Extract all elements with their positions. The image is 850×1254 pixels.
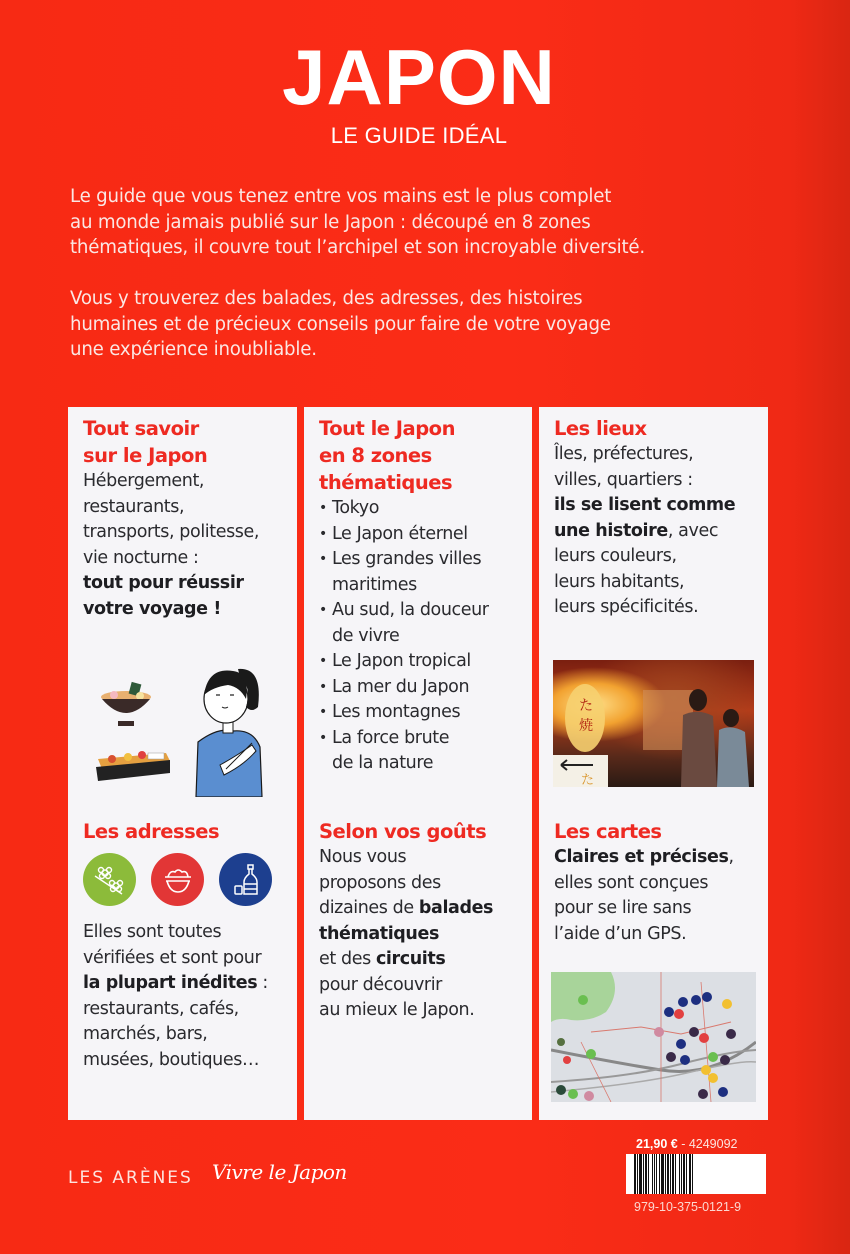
body-line: marchés, bars, — [83, 1024, 208, 1044]
svg-text:焼: 焼 — [579, 718, 593, 734]
list-item: • Le Japon éternel — [319, 522, 524, 548]
izakaya-street-stall-photo — [553, 660, 754, 787]
body-bold-text: thématiques — [319, 923, 439, 944]
svg-text:た: た — [581, 773, 595, 787]
zones-list — [319, 496, 524, 777]
section-body — [83, 920, 289, 1073]
list-item: • Les montagnes — [319, 700, 524, 726]
section-heading — [319, 415, 524, 496]
section-heading: Les lieux — [554, 417, 647, 440]
body-line: l’aide d’un GPS. — [554, 923, 687, 944]
body-line: villes, quartiers : — [554, 469, 693, 490]
intro-line: thématiques, il couvre tout l’archipel et son incroyable diversité. — [70, 237, 645, 258]
body-text: : — [257, 973, 268, 993]
body-line: pour se lire sans — [554, 898, 692, 918]
section-les-lieux — [554, 415, 760, 621]
ramen-bowl-icon — [101, 682, 151, 726]
list-item: • La force brute de la nature — [319, 726, 524, 777]
body-bold-text: balades — [418, 898, 494, 918]
intro-line: Le guide que vous tenez entre vos mains est le plus complet — [70, 186, 612, 207]
intro-paragraph-2 — [70, 286, 790, 363]
heading-line: Tout le Japon — [319, 417, 455, 440]
rice-bowl-icon — [151, 853, 204, 906]
body-line: vérifiées et sont pour — [83, 947, 262, 968]
section-body — [319, 845, 524, 1024]
svg-text:た: た — [579, 698, 593, 714]
cherry-blossom-icon — [83, 853, 136, 906]
section-zones — [319, 415, 524, 777]
imprint-logo: Vivre le Japon — [212, 1160, 347, 1184]
woman-figure — [196, 669, 262, 797]
body-line: Elles sont toutes — [83, 922, 222, 942]
body-line: transports, politesse, — [83, 522, 260, 542]
intro-line: au monde jamais publié sur le Japon : découpé en 8 zones — [70, 211, 591, 233]
body-line: Hébergement, — [83, 471, 205, 491]
heading-line: Tout savoir — [83, 417, 199, 440]
body-line: proposons des — [319, 872, 441, 893]
section-heading: Selon vos goûts — [319, 820, 487, 843]
body-line: elles sont conçues — [554, 872, 709, 893]
intro-line: Vous y trouverez des balades, des adresses, des histoires — [70, 288, 583, 309]
publisher-logo: LES ARÈNES — [68, 1168, 193, 1188]
list-item: • Au sud, la douceur de vivre — [319, 598, 524, 649]
isbn-number: 979-10-375-0121-9 — [634, 1200, 742, 1214]
body-bold-line: tout pour réussir — [83, 573, 244, 593]
price-value: 21,90 € — [636, 1137, 678, 1151]
city-map-with-markers-image — [551, 972, 756, 1102]
heading-line: en 8 zones — [319, 444, 432, 467]
body-text: , avec — [667, 520, 719, 541]
body-line: leurs couleurs, — [554, 546, 677, 566]
address-category-icons — [83, 853, 289, 906]
section-body — [83, 469, 289, 622]
body-bold-text: la plupart inédites — [83, 973, 258, 993]
body-line: vie nocturne : — [83, 547, 199, 568]
body-line: pour découvrir — [319, 974, 442, 995]
body-line: leurs habitants, — [554, 571, 685, 592]
body-bold-line: votre voyage ! — [83, 598, 221, 619]
section-heading: Les adresses — [83, 820, 220, 843]
body-line: Nous vous — [319, 847, 407, 867]
body-text: , — [728, 847, 734, 867]
intro-line: humaines et de précieux conseils pour faire de votre voyage — [70, 313, 611, 335]
sake-bottle-icon — [219, 853, 272, 906]
body-line: musées, boutiques… — [83, 1049, 260, 1070]
book-title: JAPON — [282, 33, 556, 121]
section-tout-savoir — [83, 415, 289, 622]
body-line: restaurants, cafés, — [83, 998, 239, 1019]
section-body — [554, 442, 760, 621]
body-bold-text: circuits — [375, 949, 446, 969]
intro-paragraph-1 — [70, 184, 790, 261]
body-line: au mieux le Japon. — [319, 1000, 475, 1020]
card-zones — [304, 407, 532, 1120]
book-subtitle: LE GUIDE IDÉAL — [330, 123, 508, 148]
list-item: • Le Japon tropical — [319, 649, 524, 675]
section-selon-vos-gouts — [319, 818, 524, 1024]
woman-with-ramen-and-bento-illustration — [68, 647, 297, 797]
intro-line: une expérience inoubliable. — [70, 339, 317, 360]
section-les-adresses — [83, 818, 289, 1073]
body-text: dizaines de — [319, 898, 419, 918]
body-bold-text: Claires et précises — [554, 847, 729, 867]
section-body — [554, 845, 760, 947]
heading-line: sur le Japon — [83, 444, 208, 467]
section-heading — [83, 415, 289, 469]
heading-line: thématiques — [319, 471, 453, 494]
list-item: • Tokyo — [319, 496, 524, 522]
body-bold-text: une histoire — [554, 520, 668, 541]
bento-box-icon — [96, 751, 170, 781]
list-item: • Les grandes villes maritimes — [319, 547, 524, 598]
section-les-cartes — [554, 818, 760, 947]
body-bold-text: ils se lisent comme — [554, 495, 736, 515]
body-line: leurs spécificités. — [554, 597, 699, 617]
barcode-bar — [693, 1154, 695, 1194]
card-practical-info — [68, 407, 297, 1120]
card-places — [539, 407, 768, 1120]
section-heading: Les cartes — [554, 820, 662, 843]
product-code: - 4249092 — [677, 1137, 738, 1151]
list-item: • La mer du Japon — [319, 675, 524, 701]
price-label — [636, 1137, 738, 1151]
body-line: restaurants, — [83, 496, 185, 517]
body-text: et des — [319, 949, 376, 969]
barcode — [626, 1154, 766, 1194]
body-line: Îles, préfectures, — [554, 444, 694, 464]
